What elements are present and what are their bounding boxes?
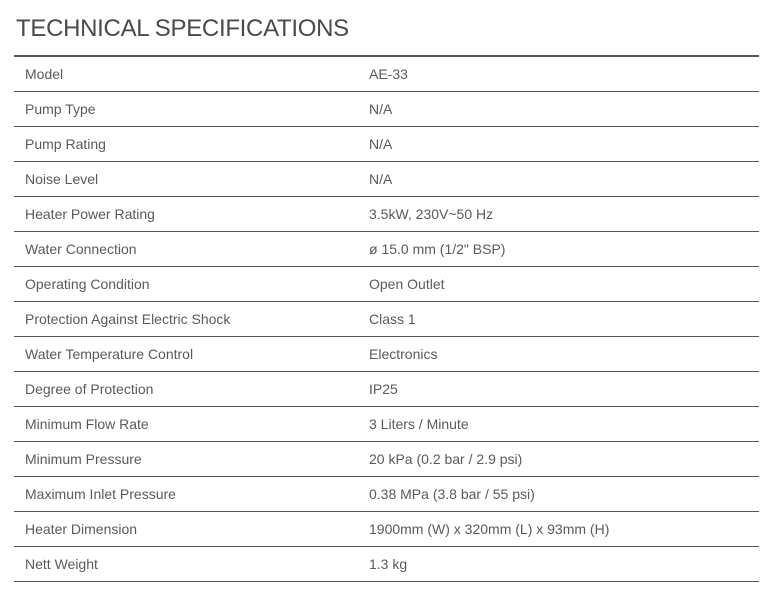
spec-value: Electronics: [369, 337, 759, 372]
spec-value: Class 1: [369, 302, 759, 337]
spec-label: Degree of Protection: [14, 372, 369, 407]
table-row: [14, 372, 759, 407]
spec-label: Heater Dimension: [14, 512, 369, 547]
table-row: [14, 407, 759, 442]
spec-label: Water Connection: [14, 232, 369, 267]
table-row: [14, 477, 759, 512]
table-row: [14, 512, 759, 547]
table-row: [14, 162, 759, 197]
table-row: [14, 232, 759, 267]
spec-label: Pump Type: [14, 92, 369, 127]
spec-value: 1.3 kg: [369, 547, 759, 582]
table-row: [14, 197, 759, 232]
spec-label: Pump Rating: [14, 127, 369, 162]
spec-value: N/A: [369, 92, 759, 127]
spec-value: 1900mm (W) x 320mm (L) x 93mm (H): [369, 512, 759, 547]
table-row: [14, 442, 759, 477]
page-title: TECHNICAL SPECIFICATIONS: [16, 15, 349, 42]
spec-value: 3 Liters / Minute: [369, 407, 759, 442]
spec-label: Heater Power Rating: [14, 197, 369, 232]
spec-value: Open Outlet: [369, 267, 759, 302]
spec-value: IP25: [369, 372, 759, 407]
spec-label: Model: [14, 56, 369, 92]
table-row: [14, 127, 759, 162]
spec-value: 20 kPa (0.2 bar / 2.9 psi): [369, 442, 759, 477]
table-row: [14, 547, 759, 582]
spec-label: Nett Weight: [14, 547, 369, 582]
table-row: [14, 56, 759, 92]
spec-value: ø 15.0 mm (1/2" BSP): [369, 232, 759, 267]
spec-value: 3.5kW, 230V~50 Hz: [369, 197, 759, 232]
spec-label: Minimum Flow Rate: [14, 407, 369, 442]
spec-label: Minimum Pressure: [14, 442, 369, 477]
table-row: [14, 302, 759, 337]
spec-label: Operating Condition: [14, 267, 369, 302]
spec-value: N/A: [369, 127, 759, 162]
spec-value: AE-33: [369, 56, 759, 92]
specifications-table: [14, 55, 759, 582]
spec-label: Noise Level: [14, 162, 369, 197]
spec-value: 0.38 MPa (3.8 bar / 55 psi): [369, 477, 759, 512]
spec-label: Protection Against Electric Shock: [14, 302, 369, 337]
spec-value: N/A: [369, 162, 759, 197]
table-row: [14, 267, 759, 302]
table-row: [14, 92, 759, 127]
spec-label: Maximum Inlet Pressure: [14, 477, 369, 512]
table-row: [14, 337, 759, 372]
spec-label: Water Temperature Control: [14, 337, 369, 372]
